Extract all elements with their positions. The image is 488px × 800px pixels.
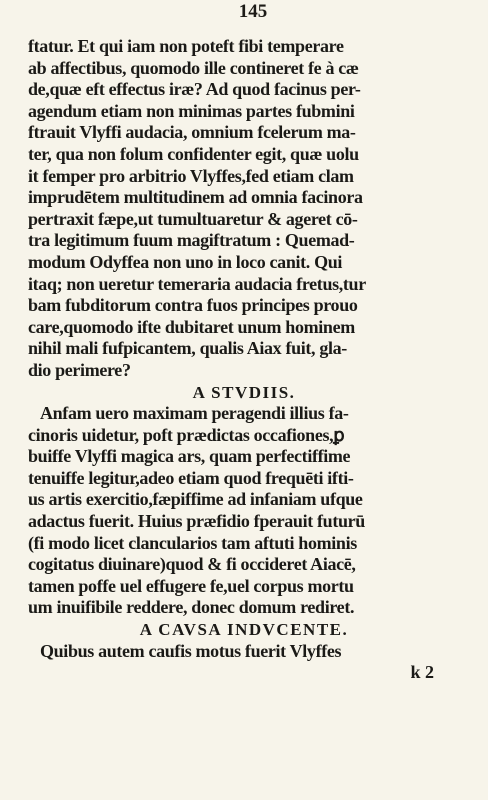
text-line: ab affectibus, quomodo ille contineret fe à cæ	[28, 57, 359, 78]
text-line: modum Odyffea non uno in loco canit. Qui	[28, 251, 343, 272]
text-line: Quibus autem caufis motus fuerit Vlyffes	[40, 640, 342, 661]
text-line: um inuifibile reddere, donec domum rediret.	[28, 597, 355, 618]
signature-mark: k 2	[410, 662, 434, 683]
text-line: ftrauit Vlyffi audacia, omnium fcelerum ma-	[28, 122, 356, 143]
text-line: buiffe Vlyffi magica ars, quam perfectiffime	[28, 446, 351, 467]
text-line: pertraxit fæpe,ut tumultuaretur & ageret cō-	[28, 208, 358, 229]
text-line: Anfam uero maximam peragendi illius fa-	[40, 403, 349, 424]
text-line: us artis exercitio,fæpiffime ad infaniam ufque	[28, 489, 363, 510]
body-text	[28, 36, 460, 684]
text-line: ftatur. Et qui iam non poteft fibi temperare	[28, 36, 344, 56]
text-line: it femper pro arbitrio Vlyffes,fed etiam clam	[28, 165, 354, 186]
text-line: tra legitimum fuum magiftratum : Quemad-	[28, 230, 355, 251]
text-line: tamen poffe uel effugere fe,uel corpus mortu	[28, 575, 354, 596]
text-line: cinoris uidetur, poft prædictas occafiones,ꝑ	[28, 424, 345, 445]
section-heading-studiis: A STVDIIS.	[192, 382, 296, 402]
text-line: de,quæ eft effectus iræ? Ad quod facinus per-	[28, 79, 361, 100]
text-line: (fi modo licet clancularios tam aftuti hominis	[28, 532, 357, 553]
text-line: itaq; non ueretur temeraria audacia fretus,tur	[28, 273, 366, 294]
text-line: nihil mali fufpicantem, qualis Aiax fuit, gla-	[28, 338, 347, 359]
text-line: bam fubditorum contra fuos principes prouo	[28, 295, 358, 316]
text-line: imprudētem multitudinem ad omnia facinora	[28, 187, 363, 208]
text-line: ter, qua non folum confidenter egit, quæ uolu	[28, 143, 359, 164]
text-line: dio perimere?	[28, 359, 131, 380]
text-line: tenuiffe legitur,adeo etiam quod frequēti ifti-	[28, 467, 354, 488]
section-heading-causa-inducente: A CAVSA INDVCENTE.	[139, 620, 349, 640]
text-line: care,quomodo ifte dubitaret unum hominem	[28, 316, 355, 337]
text-line: agendum etiam non minimas partes fubmini	[28, 100, 355, 121]
text-line: adactus fuerit. Huius præfidio fperauit futurū	[28, 511, 365, 532]
page-number: 145	[238, 1, 268, 22]
text-line: cogitatus diuinare)quod & fi occideret Aiacē,	[28, 554, 356, 575]
